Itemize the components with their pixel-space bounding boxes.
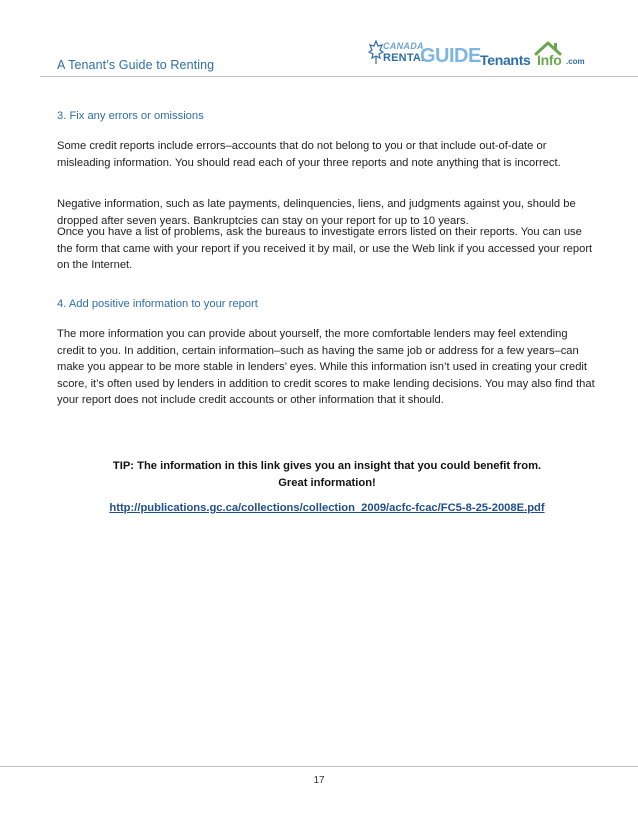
tip-line-2: Great information! xyxy=(278,476,376,489)
logo-tenants-text: Tenants xyxy=(480,52,531,68)
logo-com-text: .com xyxy=(566,57,585,66)
logo-info-text: Info xyxy=(537,52,562,68)
tip-text xyxy=(57,458,597,491)
page-number: 17 xyxy=(313,775,325,786)
paragraph-errors: Some credit reports include errors–accounts that do not belong to you or that include out-of-date or misleading information. You should read each of your three reports and note anything that is incorrect. xyxy=(57,140,561,169)
header-divider xyxy=(40,76,638,77)
publication-link[interactable]: http://publications.gc.ca/collections/collection_2009/acfc-fcac/FC5-8-25-2008E.pdf xyxy=(109,502,545,514)
footer-divider xyxy=(0,766,638,767)
paragraph-investigate: Once you have a list of problems, ask the bureaus to investigate errors listed on their reports. You can use the form that came with your report if you received it by mail, or use the Web link if you accessed your report on the Internet. xyxy=(57,226,593,271)
canada-rental-guide-logo xyxy=(366,38,481,72)
tip-line-1: TIP: The information in this link gives you an insight that you could benefit from. xyxy=(112,460,542,472)
logo-rental-text: RENTAL xyxy=(383,52,428,64)
section-heading-fix-errors: 3. Fix any errors or omissions xyxy=(57,110,204,122)
tenantsinfo-logo xyxy=(478,40,588,70)
logo-guide-text: GUIDE xyxy=(420,45,481,67)
paragraph-negative-info: Negative information, such as late payments, delinquencies, liens, and judgments against you, should be dropped after seven years. Bankruptcies can stay on your report for up to 10 years. xyxy=(57,198,576,227)
logo-canada-text: CANADA xyxy=(383,41,424,51)
maple-leaf-icon xyxy=(368,40,384,66)
paragraph-positive-info: The more information you can provide about yourself, the more comfortable lenders may feel extending credit to you. In addition, certain information–such as having the same job or address for a few years–can make you appear to be more stable in lenders’ eyes. While this information isn’t used in creating your credit score, it’s often used by lenders in addition to credit scores to make lending decisions. You may also find that your report does not include credit accounts or other information that it should. xyxy=(57,328,595,406)
section-heading-add-positive: 4. Add positive information to your report xyxy=(57,298,258,310)
document-title: A Tenant’s Guide to Renting xyxy=(57,58,215,72)
